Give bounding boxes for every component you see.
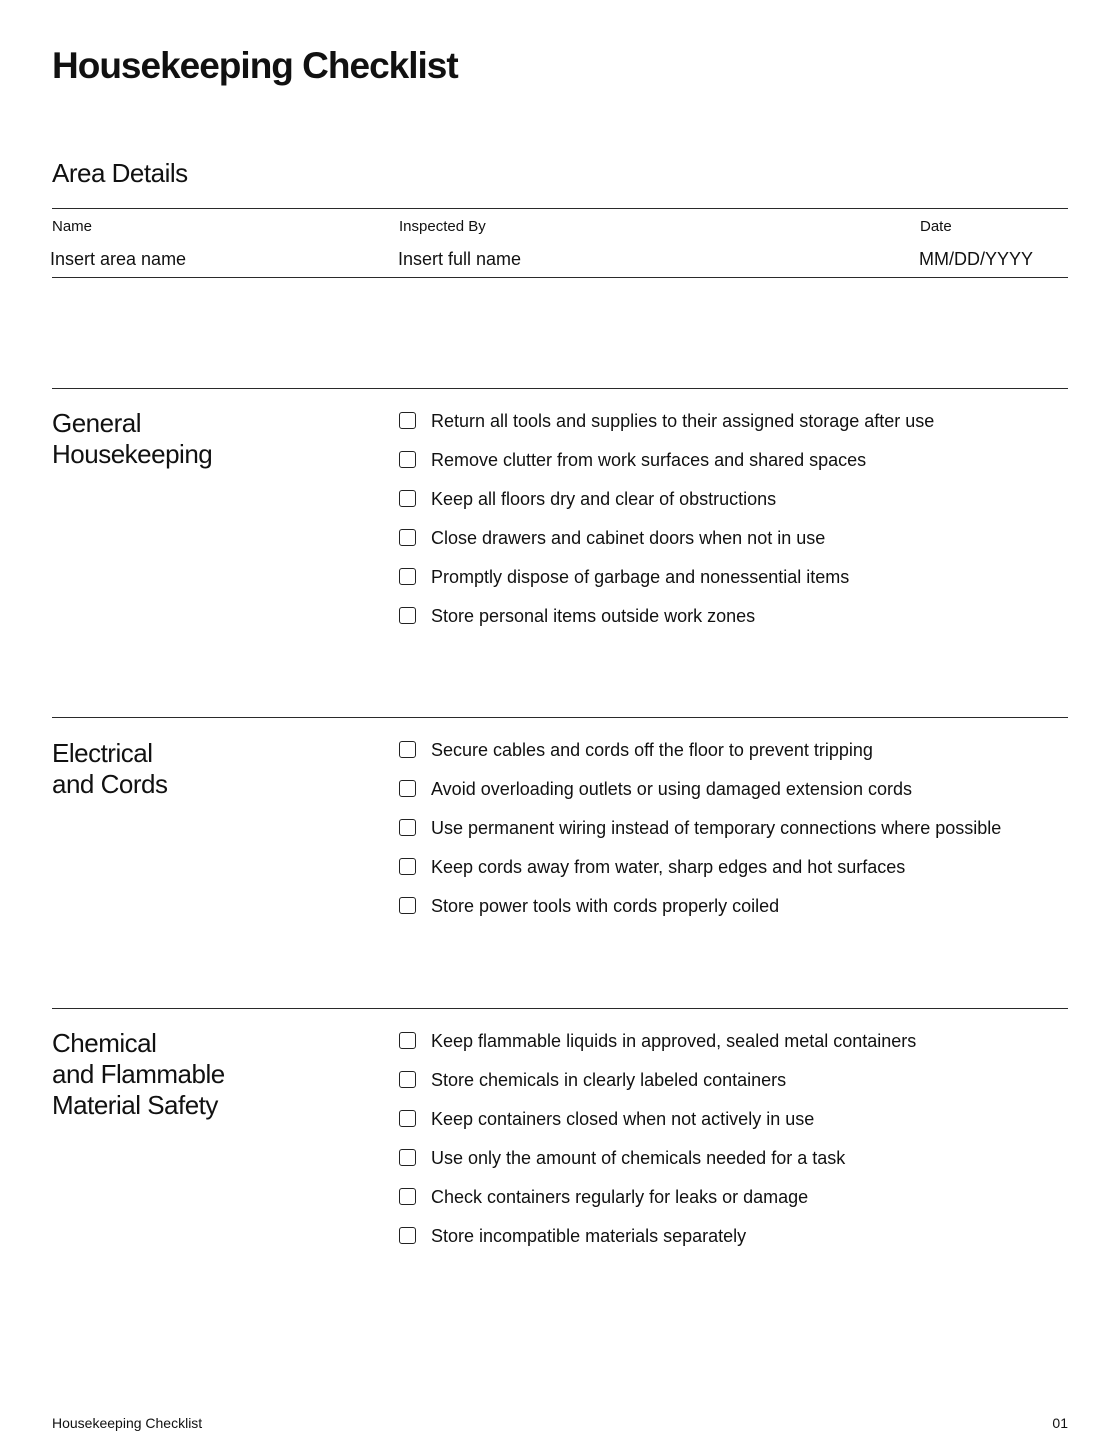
checkbox[interactable] <box>399 490 416 507</box>
checklist-item-label: Check containers regularly for leaks or damage <box>431 1186 809 1207</box>
section-title-chemical-and-flammable-material-safety <box>52 1028 372 1121</box>
section-title-line: Chemical <box>52 1028 157 1058</box>
checkbox[interactable] <box>399 607 416 624</box>
checkbox[interactable] <box>399 819 416 836</box>
checklist-item[interactable] <box>399 808 1059 847</box>
name-label: Name <box>52 218 93 235</box>
checklist-item[interactable] <box>399 401 1059 440</box>
checkbox[interactable] <box>399 1032 416 1049</box>
checklist-item[interactable] <box>399 1021 1059 1060</box>
page-title: Housekeeping Checklist <box>52 45 458 86</box>
checklist-item-label: Use permanent wiring instead of temporary connections where possible <box>431 817 1002 838</box>
checklist-electrical-and-cords <box>399 730 1059 925</box>
area-details-bottom-divider <box>52 277 1068 278</box>
checklist-item-label: Store personal items outside work zones <box>431 605 756 626</box>
section-title-line: Housekeeping <box>52 439 213 469</box>
section-title-line: and Cords <box>52 769 168 799</box>
checklist-item-label: Use only the amount of chemicals needed for a task <box>431 1147 846 1168</box>
checklist-item-label: Keep all floors dry and clear of obstructions <box>431 488 777 509</box>
checkbox[interactable] <box>399 412 416 429</box>
checklist-item[interactable] <box>399 557 1059 596</box>
page-number: 01 <box>1052 1415 1068 1431</box>
checklist-item-label: Store power tools with cords properly coiled <box>431 895 780 916</box>
checkbox[interactable] <box>399 568 416 585</box>
checkbox[interactable] <box>399 897 416 914</box>
checklist-item-label: Store chemicals in clearly labeled containers <box>431 1069 787 1090</box>
inspected-by-label: Inspected By <box>399 218 486 235</box>
checkbox[interactable] <box>399 1149 416 1166</box>
checklist-chemical-and-flammable-material-safety <box>399 1021 1059 1255</box>
checklist-item[interactable] <box>399 440 1059 479</box>
checklist-item[interactable] <box>399 1216 1059 1255</box>
checklist-item[interactable] <box>399 1138 1059 1177</box>
checklist-item-label: Secure cables and cords off the floor to prevent tripping <box>431 739 873 760</box>
checklist-item-label: Return all tools and supplies to their assigned storage after use <box>431 410 935 431</box>
checklist-item-label: Avoid overloading outlets or using damaged extension cords <box>431 778 912 799</box>
checklist-item[interactable] <box>399 1177 1059 1216</box>
section-title-line: General <box>52 408 141 438</box>
checklist-item-label: Keep flammable liquids in approved, sealed metal containers <box>431 1030 917 1051</box>
footer-title: Housekeeping Checklist <box>52 1415 203 1431</box>
section-divider <box>52 1008 1068 1009</box>
checklist-item[interactable] <box>399 518 1059 557</box>
checklist-item-label: Keep cords away from water, sharp edges and hot surfaces <box>431 856 906 877</box>
checkbox[interactable] <box>399 529 416 546</box>
checkbox[interactable] <box>399 780 416 797</box>
checklist-item[interactable] <box>399 596 1059 635</box>
date-field[interactable]: MM/DD/YYYY <box>919 249 1034 269</box>
area-details-top-divider <box>52 208 1068 209</box>
inspected-by-field[interactable]: Insert full name <box>398 249 522 269</box>
checklist-item[interactable] <box>399 886 1059 925</box>
checkbox[interactable] <box>399 741 416 758</box>
checkbox[interactable] <box>399 451 416 468</box>
section-title-electrical-and-cords <box>52 738 372 800</box>
checklist-general-housekeeping <box>399 401 1059 635</box>
checklist-item-label: Store incompatible materials separately <box>431 1225 747 1246</box>
section-title-line: Electrical <box>52 738 153 768</box>
section-divider <box>52 717 1068 718</box>
checkbox[interactable] <box>399 1110 416 1127</box>
checkbox[interactable] <box>399 1071 416 1088</box>
checklist-item-label: Promptly dispose of garbage and nonessential items <box>431 566 850 587</box>
section-title-general-housekeeping <box>52 408 372 470</box>
checkbox[interactable] <box>399 1188 416 1205</box>
section-divider <box>52 388 1068 389</box>
checklist-item[interactable] <box>399 1060 1059 1099</box>
area-details-heading: Area Details <box>52 158 188 188</box>
checklist-item[interactable] <box>399 1099 1059 1138</box>
checklist-item[interactable] <box>399 730 1059 769</box>
checklist-item[interactable] <box>399 847 1059 886</box>
section-title-line: Material Safety <box>52 1090 218 1120</box>
checklist-item-label: Close drawers and cabinet doors when not in use <box>431 527 826 548</box>
checkbox[interactable] <box>399 1227 416 1244</box>
checklist-item-label: Keep containers closed when not actively in use <box>431 1108 815 1129</box>
checklist-item[interactable] <box>399 479 1059 518</box>
checklist-item-label: Remove clutter from work surfaces and shared spaces <box>431 449 867 470</box>
name-field[interactable]: Insert area name <box>50 249 187 269</box>
checkbox[interactable] <box>399 858 416 875</box>
date-label: Date <box>920 218 952 235</box>
section-title-line: and Flammable <box>52 1059 225 1089</box>
checklist-item[interactable] <box>399 769 1059 808</box>
